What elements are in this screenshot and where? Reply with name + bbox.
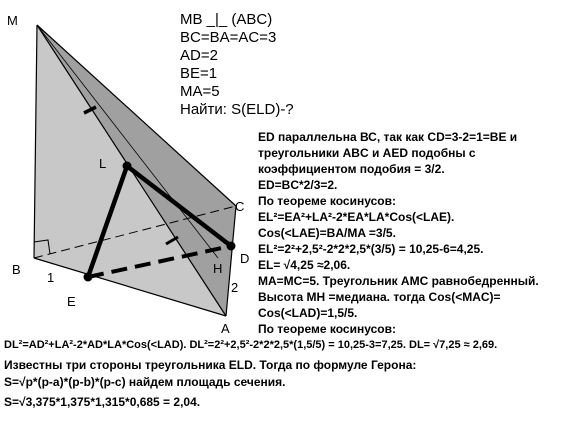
solution-line-4: ED=BC*2/3=2. bbox=[258, 178, 338, 192]
given-line-2: BC=BA=AC=3 bbox=[180, 29, 277, 46]
given-line-3: AD=2 bbox=[180, 47, 218, 64]
solution-line-13: По теореме косинусов: bbox=[258, 322, 396, 336]
solution-line-16: S=√p*(p-a)*(p-b)*(p-c) найдем площадь сечения. bbox=[4, 375, 286, 389]
solution-line-10: MA=MC=5. Треугольник AMC равнобедренный. bbox=[258, 274, 539, 288]
solution-line-17: S=√3,375*1,375*1,315*0,685 = 2,04. bbox=[4, 395, 201, 409]
label-b: B bbox=[12, 262, 21, 277]
label-e: E bbox=[67, 294, 76, 309]
label-a: A bbox=[221, 321, 230, 336]
label-c: C bbox=[235, 199, 245, 214]
given-line-6: Найти: S(ELD)-? bbox=[180, 101, 294, 118]
solution-line-6: EL²=EA²+LA²-2*EA*LA*Cos(<LAE). bbox=[258, 210, 455, 224]
solution-line-14: DL²=AD²+LA²-2*AD*LA*Cos(<LAD). DL²=2²+2,5²-2*2*2,5*(1,5/5) = 10,25-3=7,25. DL= √7,25 ≈ 2,69. bbox=[4, 339, 498, 351]
label-d: D bbox=[240, 251, 250, 266]
solution-line-15: Известны три стороны треугольника ELD. Тогда по формуле Герона: bbox=[4, 358, 417, 372]
solution-line-1: ED параллельна ВС, так как CD=3-2=1=BE и bbox=[258, 130, 518, 144]
given-line-4: BE=1 bbox=[180, 65, 218, 82]
label-ad-length: 2 bbox=[231, 280, 239, 295]
solution-line-5: По теореме косинусов: bbox=[258, 194, 396, 208]
solution-line-12: Cos(<LAD)=1,5/5. bbox=[258, 306, 358, 320]
solution-line-7: Cos(<LAE)=BA/MA =3/5. bbox=[258, 226, 396, 240]
point-l bbox=[123, 162, 132, 171]
solution-line-8: EL²=2²+2,5²-2*2*2,5*(3/5) = 10,25-6=4,25. bbox=[258, 242, 484, 256]
given-line-1: MB _|_ (ABC) bbox=[180, 11, 273, 28]
label-h: H bbox=[213, 261, 223, 276]
label-l: L bbox=[99, 156, 107, 171]
solution-line-9: EL= √4,25 ≈2,06. bbox=[258, 258, 351, 272]
label-be-length: 1 bbox=[47, 270, 55, 285]
given-line-5: MA=5 bbox=[180, 83, 220, 100]
label-m: M bbox=[7, 13, 18, 28]
point-d bbox=[227, 242, 236, 251]
solution-line-3: коэффициентом подобия = 3/2. bbox=[258, 162, 445, 176]
solution-line-11: Высота MH =медиана. тогда Cos(<MAC)= bbox=[258, 290, 501, 304]
point-e bbox=[84, 273, 93, 282]
solution-line-2: треугольники ABC и AED подобны с bbox=[258, 146, 476, 160]
